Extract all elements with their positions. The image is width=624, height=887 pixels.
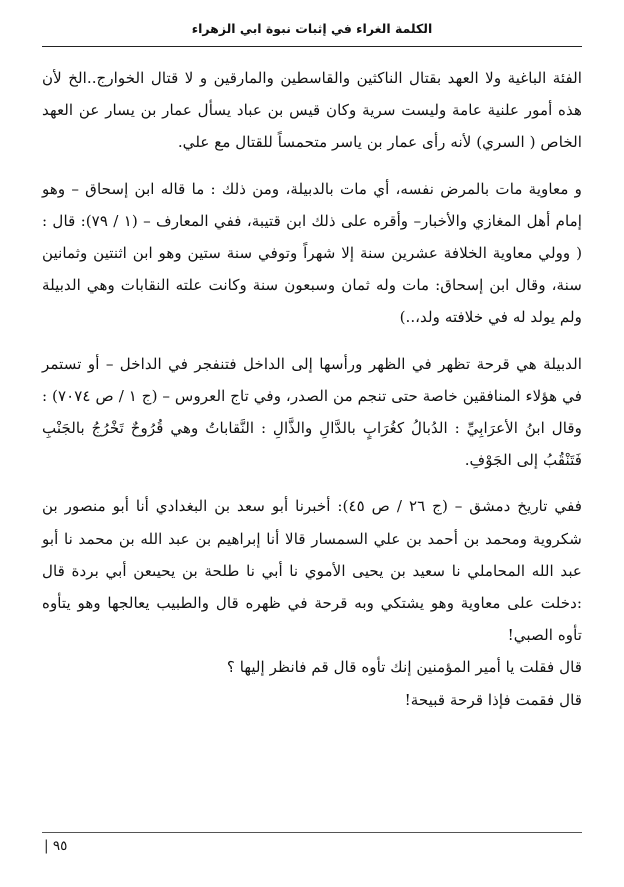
page-number: ٩٥ | [44, 838, 68, 854]
footer-divider [42, 832, 582, 833]
paragraph-2: و معاوية مات بالمرض نفسه، أي مات بالدبيلة، ومن ذلك : ما قاله ابن إسحاق – وهو إمام أهل المغازي والأخبار– وأقره على ذلك ابن قتيبة، ففي المعارف – (١ / ٧٩): قال : ( وولي معاوية الخلافة عشرين سنة إلا شهراً وتوفي سنة ستين وهو ابن اثنتين وثمانين سنة، وقال ابن إسحاق: مات وله ثمان وسبعون سنة وكانت علته النقابات وهي الدبيلة ولم يولد له في خلافته ولد،..) [42, 179, 582, 327]
running-header: الكلمة الغراء في إثبات نبوة ابي الزهراء [191, 21, 433, 36]
paragraph-4: ففي تاريخ دمشق – (ج ٢٦ / ص ٤٥): أخبرنا أبو سعد بن البغدادي أنا أبو منصور بن شكروية ومحمد بن أحمد بن علي السمسار قالا أنا إبراهيم بن عبد الله بن محمد نا أبو عبد الله المحاملي نا سعيد بن يحيى الأموي نا أبي نا طلحة بن يحيىعن أبي بردة قال :دخلت على معاوية وهو يشتكي وبه قرحة في ظهره قال والطبيب يعالجها وهو يتأوه تأوه الصبي! [42, 497, 583, 645]
header-divider [42, 46, 582, 47]
paragraph-5: قال فقلت يا أمير المؤمنين إنك تأوه قال قم فانظر إليها ؟ [226, 658, 582, 677]
paragraph-6: قال فقمت فإذا قرحة قبيحة! [404, 690, 582, 709]
paragraph-1: الفئة الباغية ولا العهد بقتال الناكثين والقاسطين والمارقين و لا قتال الخوارج..الخ لأن هذه أمور علنية عامة وليست سرية وكان قيس بن عباد يسأل عمار بن يسار عن العهد الخاص ( السري) لأنه رأى عمار بن ياسر متحمساً للقتال مع علي. [42, 69, 582, 152]
page-body [42, 62, 582, 716]
paragraph-3: الدبيلة هي قرحة تظهر في الظهر ورأسها إلى الداخل فتنفجر في الداخل – أو تستمر في هؤلاء المنافقين خاصة حتى تنجم من الصدر، وفي تاج العروس – (ج ١ / ص ٧٠٧٤) : وقال ابنُ الأعرَابِيِّ : الدُبالُ كغُرَابٍ بالدَّالِ والذَّالِ : النَّقاباتُ وهي قُرُوحٌ تَخْرُجُ بالجَنْبِ فَتَنْقُبُ إلى الجَوْفِ. [42, 354, 582, 470]
